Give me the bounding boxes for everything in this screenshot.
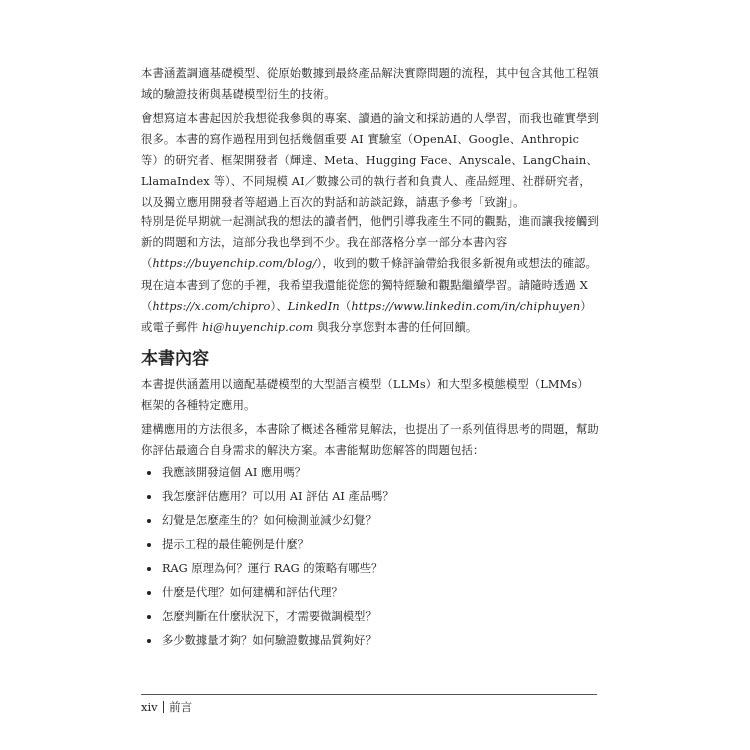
question-text: 怎麼判斷在什麼狀況下，才需要微調模型？ [162,610,377,623]
intro-paragraph-2 [141,108,599,213]
list-item [141,509,599,533]
footer-divider [141,694,597,695]
bullet-icon [147,495,151,499]
footer-separator [163,701,165,713]
paragraph-text: 建構應用的方法很多，本書除了概述各種常見解法，也提出了一系列值得思考的問題，幫助你評估最適合自身需求的解決方案。本書能幫助您解答的問題包括： [141,423,599,457]
footer-section-title: 前言 [169,700,193,714]
question-text: 多少數據量才夠？如何驗證數據品質夠好？ [162,634,377,647]
list-item [141,629,599,653]
paragraph-text: ）或電子郵件 [141,300,592,334]
section-heading: 本書內容 [141,349,209,369]
section-paragraph-1 [141,374,599,416]
bullet-icon [147,543,151,547]
page-number: xiv [141,700,158,714]
paragraph-text: 與我分享您對本書的任何回饋。 [313,321,478,334]
paragraph-text: 會想寫這本書起因於我想從我參與的專案、讀過的論文和採訪過的人學習，而我也確實學到很多。本書的寫作過程用到包括幾個重要 AI 實驗室（OpenAI、Google、Anthropic 等）的研究者、框架開發者（輝達、Meta、Hugging Face、Anyscale、LangChain、LlamaIndex 等）、不同規模 AI／數據公司的執行者和負責人、產品經理、社群研究者，以及獨立應用開發者等超過上百次的對話和訪談記錄，請惠予參考「致謝」。 [141,112,599,209]
question-text: 幻覺是怎麼產生的？如何檢測並減少幻覺？ [162,514,377,527]
bullet-icon [147,471,151,475]
list-item [141,533,599,557]
paragraph-text: 特別是從早期就一起測試我的想法的讀者們，他們引導我產生不同的觀點，進而讓我接觸到新的問題和方法，這部分我也學到不少。我在部落格分享一部分本書內容（ [141,215,599,270]
linkedin-link[interactable]: https://www.linkedin.com/in/chiphuyen [351,300,581,313]
paragraph-text: 本書涵蓋調適基礎模型、從原始數據到最終產品解決實際問題的流程，其中包含其他工程領域的驗證技術與基礎模型衍生的技術。 [141,67,599,101]
intro-paragraph-1 [141,63,599,105]
paragraph-text: 現在這本書到了您的手裡，我希望我還能從您的獨特經驗和觀點繼續學習。請隨時透過 X（ [141,279,588,313]
paragraph-text: （ [339,300,352,313]
list-item [141,557,599,581]
intro-paragraph-4 [141,275,599,338]
question-text: 什麼是代理？如何建構和評估代理？ [162,586,343,599]
bullet-icon [147,615,151,619]
question-list [141,461,599,653]
question-text: RAG 原理為何？運行 RAG 的策略有哪些？ [162,562,383,575]
bullet-icon [147,591,151,595]
list-item [141,605,599,629]
section-paragraph-2 [141,419,599,461]
paragraph-text: 本書提供涵蓋用以適配基礎模型的大型語言模型（LLMs）和大型多模態模型（LMMs）框架的各種特定應用。 [141,378,589,412]
list-item [141,485,599,509]
list-item [141,581,599,605]
list-item [141,461,599,485]
bullet-icon [147,519,151,523]
x-link[interactable]: https://x.com/chipro [152,300,271,313]
intro-paragraph-3 [141,211,599,274]
blog-link[interactable]: https://buyenchip.com/blog/ [152,257,317,270]
question-text: 我怎麼評估應用？可以用 AI 評估 AI 產品嗎？ [162,490,394,503]
paragraph-text: ），收到的數千條評論帶給我很多新視角或想法的確認。 [316,257,598,270]
page-footer [141,699,192,715]
question-text: 提示工程的最佳範例是什麼？ [162,538,309,551]
bullet-icon [147,639,151,643]
linkedin-label: LinkedIn [287,300,340,313]
paragraph-text: ）、 [270,300,288,313]
email-link[interactable]: hi@huyenchip.com [201,321,314,334]
question-text: 我應該開發這個 AI 應用嗎？ [162,466,307,479]
bullet-icon [147,567,151,571]
